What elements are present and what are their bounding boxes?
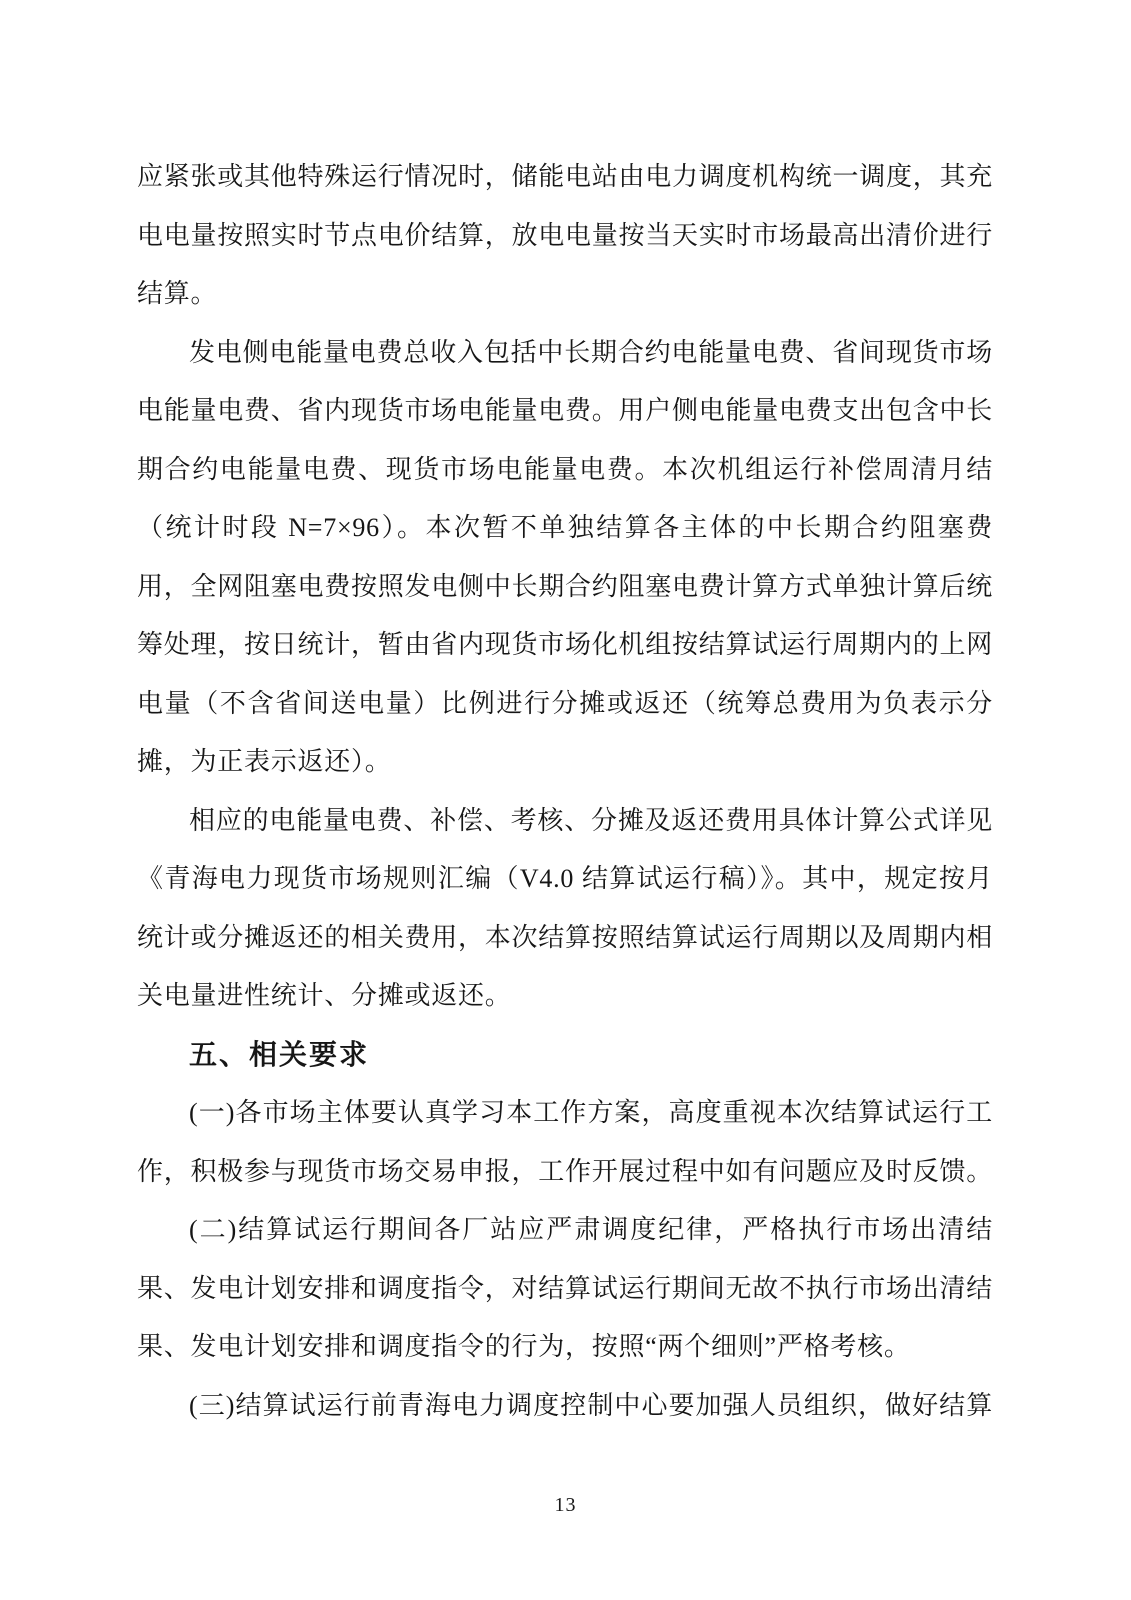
text-line: 统计或分摊返还的相关费用，本次结算按照结算试运行周期以及周期内相 bbox=[137, 922, 994, 952]
text-line: 应紧张或其他特殊运行情况时，储能电站由电力调度机构统一调度，其充 bbox=[137, 162, 994, 191]
paragraph-requirement-2 bbox=[137, 1201, 993, 1377]
text-line: 摊，为正表示返还）。 bbox=[137, 747, 392, 776]
text-line: 关电量进性统计、分摊或返还。 bbox=[137, 981, 512, 1010]
page-number: 13 bbox=[554, 1494, 577, 1516]
section-heading-text: 五、相关要求 bbox=[189, 1038, 370, 1070]
section-heading-requirements bbox=[137, 1026, 993, 1085]
text-line: 电能量电费、省内现货市场电能量电费。用户侧电能量电费支出包含中长 bbox=[137, 396, 994, 425]
text-line: 《青海电力现货市场规则汇编（V4.0 结算试运行稿）》。其中，规定按月 bbox=[137, 864, 993, 893]
text-line: (二)结算试运行期间各厂站应严肃调度纪律，严格执行市场出清结 bbox=[189, 1215, 993, 1244]
paragraph-energy-fee-composition bbox=[137, 324, 993, 792]
text-line: 电电量按照实时节点电价结算，放电电量按当天实时市场最高出清价进行 bbox=[137, 220, 994, 250]
text-line: 电量（不含省间送电量）比例进行分摊或返还（统筹总费用为负表示分 bbox=[137, 688, 993, 718]
text-line: 作，积极参与现货市场交易申报，工作开展过程中如有问题应及时反馈。 bbox=[137, 1156, 994, 1186]
paragraph-storage-settlement bbox=[137, 148, 993, 324]
paragraph-formula-reference bbox=[137, 792, 993, 1026]
text-line: 期合约电能量电费、现货市场电能量电费。本次机组运行补偿周清月结 bbox=[137, 454, 993, 484]
text-line: 果、发电计划安排和调度指令，对结算试运行期间无故不执行市场出清结 bbox=[137, 1273, 994, 1303]
text-line: （统计时段 N=7×96）。本次暂不单独结算各主体的中长期合约阻塞费 bbox=[137, 513, 993, 542]
text-line: 果、发电计划安排和调度指令的行为，按照“两个细则”严格考核。 bbox=[137, 1332, 911, 1361]
paragraph-requirement-3 bbox=[137, 1377, 993, 1436]
text-line: (三)结算试运行前青海电力调度控制中心要加强人员组织，做好结算 bbox=[189, 1390, 993, 1420]
text-line: (一)各市场主体要认真学习本工作方案，高度重视本次结算试运行工 bbox=[189, 1098, 993, 1127]
text-line: 用，全网阻塞电费按照发电侧中长期合约阻塞电费计算方式单独计算后统 bbox=[137, 571, 994, 601]
paragraph-requirement-1 bbox=[137, 1084, 993, 1201]
document-body bbox=[137, 148, 993, 1435]
text-line: 结算。 bbox=[137, 279, 218, 308]
text-line: 筹处理，按日统计，暂由省内现货市场化机组按结算试运行周期内的上网 bbox=[137, 630, 994, 659]
text-line: 相应的电能量电费、补偿、考核、分摊及返还费用具体计算公式详见 bbox=[189, 805, 993, 835]
text-line: 发电侧电能量电费总收入包括中长期合约电能量电费、省间现货市场 bbox=[189, 337, 993, 367]
